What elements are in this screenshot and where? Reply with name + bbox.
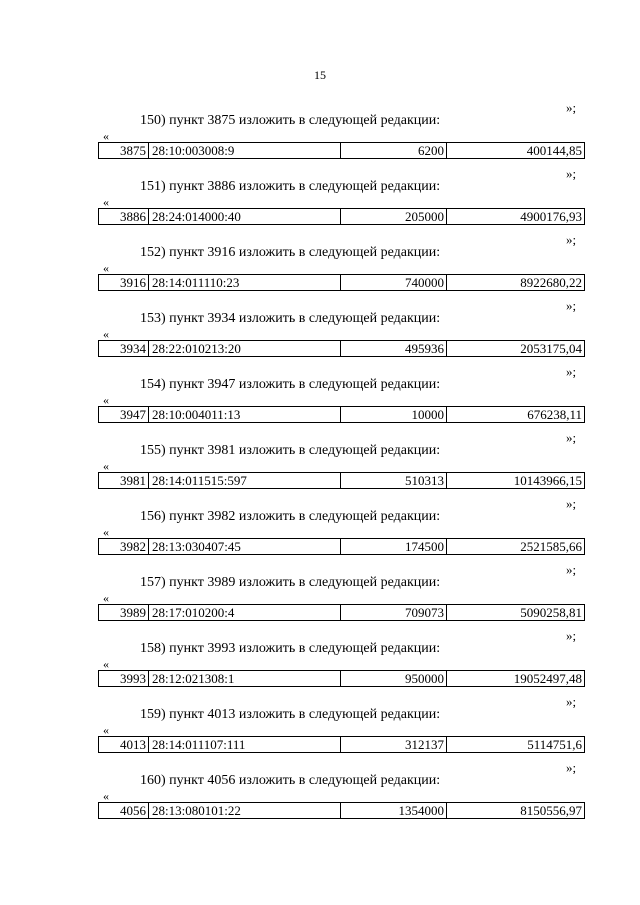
area-cell: 205000 [341, 209, 447, 224]
area-cell: 740000 [341, 275, 447, 290]
item-number-cell: 3886 [99, 209, 149, 224]
closing-quote: »; [566, 166, 577, 181]
amendment-instruction: 160) пункт 4056 изложить в следующей редакции: [140, 773, 441, 788]
value-cell: 10143966,15 [513, 473, 582, 488]
amendment-instruction: 158) пункт 3993 изложить в следующей редакции: [140, 641, 441, 656]
table-row [98, 802, 585, 819]
table-row [98, 736, 585, 753]
value-cell: 8150556,97 [520, 803, 582, 818]
closing-quote: »; [566, 496, 577, 511]
closing-quote: »; [566, 364, 577, 379]
area-cell: 10000 [341, 407, 447, 422]
amendment-entry [0, 509, 640, 575]
cadastral-number-cell: 28:24:014000:40 [149, 209, 341, 224]
closing-quote: »; [566, 628, 577, 643]
item-number-cell: 3982 [99, 539, 149, 554]
value-cell: 8922680,22 [520, 275, 582, 290]
closing-quote: »; [566, 430, 577, 445]
item-number-cell: 3875 [99, 143, 149, 158]
area-cell: 6200 [341, 143, 447, 158]
amendment-entry [0, 443, 640, 509]
value-cell: 5090258,81 [520, 605, 582, 620]
cadastral-number-cell: 28:10:003008:9 [149, 143, 341, 158]
table-row [98, 142, 585, 159]
item-number-cell: 3981 [99, 473, 149, 488]
cadastral-number-cell: 28:14:011515:597 [149, 473, 341, 488]
amendment-entry [0, 707, 640, 773]
table-row [98, 208, 585, 225]
cadastral-number-cell: 28:14:011110:23 [149, 275, 341, 290]
value-cell: 19052497,48 [513, 671, 582, 686]
area-cell: 1354000 [341, 803, 447, 818]
amendment-entry [0, 773, 640, 839]
page-number: 15 [314, 68, 326, 82]
closing-quote: »; [566, 298, 577, 313]
cadastral-number-cell: 28:17:010200:4 [149, 605, 341, 620]
opening-quote: « [103, 591, 109, 605]
closing-quote: »; [566, 100, 577, 115]
area-cell: 495936 [341, 341, 447, 356]
item-number-cell: 4056 [99, 803, 149, 818]
value-cell: 4900176,93 [520, 209, 582, 224]
closing-quote: »; [566, 232, 577, 247]
opening-quote: « [103, 261, 109, 275]
item-number-cell: 3993 [99, 671, 149, 686]
cadastral-number-cell: 28:13:030407:45 [149, 539, 341, 554]
value-cell: 400144,85 [526, 143, 582, 158]
value-cell: 2053175,04 [520, 341, 582, 356]
area-cell: 510313 [341, 473, 447, 488]
cadastral-number-cell: 28:13:080101:22 [149, 803, 341, 818]
item-number-cell: 3934 [99, 341, 149, 356]
amendment-instruction: 150) пункт 3875 изложить в следующей редакции: [140, 113, 441, 128]
amendment-instruction: 152) пункт 3916 изложить в следующей редакции: [140, 245, 441, 260]
opening-quote: « [103, 393, 109, 407]
item-number-cell: 3916 [99, 275, 149, 290]
opening-quote: « [103, 459, 109, 473]
closing-quote: »; [566, 760, 577, 775]
amendment-entry [0, 100, 640, 181]
cadastral-number-cell: 28:22:010213:20 [149, 341, 341, 356]
amendment-entry [0, 641, 640, 707]
opening-quote: « [103, 525, 109, 539]
cadastral-number-cell: 28:12:021308:1 [149, 671, 341, 686]
item-number-cell: 3947 [99, 407, 149, 422]
table-row [98, 274, 585, 291]
cadastral-number-cell: 28:14:011107:111 [149, 737, 341, 752]
amendment-instruction: 157) пункт 3989 изложить в следующей редакции: [140, 575, 441, 590]
closing-quote: »; [566, 694, 577, 709]
amendment-entry [0, 311, 640, 377]
table-row [98, 406, 585, 423]
amendment-instruction: 156) пункт 3982 изложить в следующей редакции: [140, 509, 441, 524]
amendment-instruction: 153) пункт 3934 изложить в следующей редакции: [140, 311, 441, 326]
opening-quote: « [103, 129, 109, 143]
area-cell: 709073 [341, 605, 447, 620]
value-cell: 2521585,66 [520, 539, 582, 554]
amendment-instruction: 155) пункт 3981 изложить в следующей редакции: [140, 443, 441, 458]
opening-quote: « [103, 195, 109, 209]
table-row [98, 340, 585, 357]
area-cell: 312137 [341, 737, 447, 752]
area-cell: 950000 [341, 671, 447, 686]
opening-quote: « [103, 723, 109, 737]
amendment-instruction: 154) пункт 3947 изложить в следующей редакции: [140, 377, 441, 392]
value-cell: 5114751,6 [527, 737, 582, 752]
item-number-cell: 4013 [99, 737, 149, 752]
amendment-entry [0, 179, 640, 245]
amendment-entry [0, 575, 640, 641]
value-cell: 676238,11 [527, 407, 582, 422]
table-row [98, 538, 585, 555]
cadastral-number-cell: 28:10:004011:13 [149, 407, 341, 422]
closing-quote: »; [566, 562, 577, 577]
table-row [98, 670, 585, 687]
amendment-entry [0, 377, 640, 443]
amendment-instruction: 159) пункт 4013 изложить в следующей редакции: [140, 707, 441, 722]
item-number-cell: 3989 [99, 605, 149, 620]
area-cell: 174500 [341, 539, 447, 554]
amendment-entry [0, 245, 640, 311]
opening-quote: « [103, 327, 109, 341]
table-row [98, 604, 585, 621]
opening-quote: « [103, 657, 109, 671]
table-row [98, 472, 585, 489]
opening-quote: « [103, 789, 109, 803]
amendment-instruction: 151) пункт 3886 изложить в следующей редакции: [140, 179, 441, 194]
